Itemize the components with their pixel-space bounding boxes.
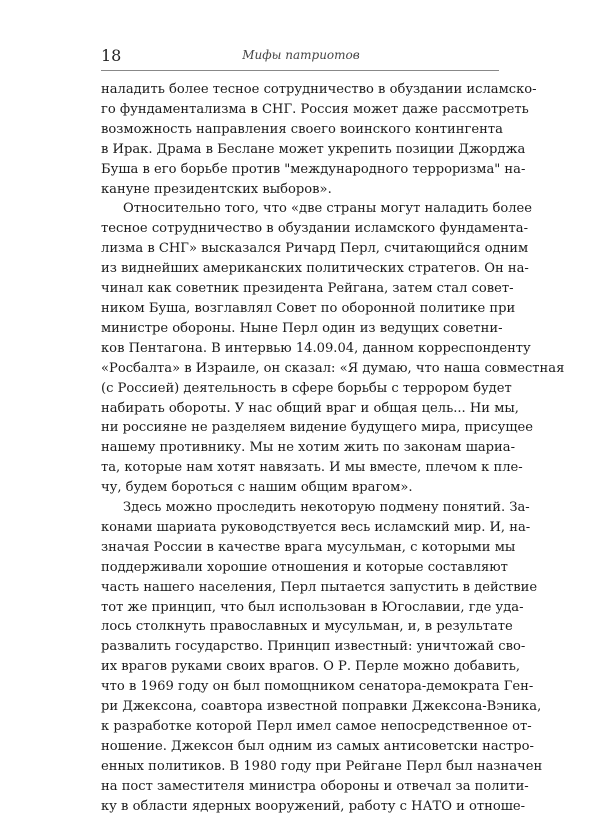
text-line: в Ирак. Драма в Беслане может укрепить позиции Джорджа bbox=[101, 141, 526, 157]
text-line: часть нашего населения, Перл пытается запустить в действие bbox=[101, 579, 538, 595]
text-line: к разработке которой Перл имел самое непосредственное от- bbox=[101, 719, 532, 734]
text-line: их врагов руками своих врагов. О Р. Перле можно добавить, bbox=[101, 659, 521, 675]
text-line: го фундаментализма в СНГ. Россия может даже рассмотреть bbox=[101, 101, 529, 117]
paragraph bbox=[101, 199, 565, 498]
text-line: Относительно того, что «две страны могут наладить более bbox=[123, 201, 533, 217]
text-line: наладить более тесное сотрудничество в обуздании исламско- bbox=[101, 82, 537, 97]
text-line: Буша в его борьбе против "международного терроризма" на- bbox=[101, 161, 526, 177]
body-text bbox=[101, 80, 565, 817]
header-rule bbox=[101, 70, 499, 71]
paragraph bbox=[101, 80, 537, 199]
text-line: ником Буша, возглавлял Совет по оборонной политике при bbox=[101, 300, 516, 316]
text-line: на пост заместителя министра обороны и отвечал за полити- bbox=[101, 778, 529, 794]
running-title: Мифы патриотов bbox=[242, 48, 360, 62]
text-line: возможность направления своего воинского контингента bbox=[101, 121, 503, 137]
text-line: лось столкнуть православных и мусульман, и, в результате bbox=[101, 619, 513, 635]
text-line: та, которые нам хотят навязать. И мы вместе, плечом к пле- bbox=[101, 460, 523, 476]
text-line: ков Пентагона. В интервью 14.09.04, данном корреспонденту bbox=[101, 340, 531, 356]
text-line: развалить государство. Принцип известный: уничтожай сво- bbox=[101, 639, 526, 655]
text-line: из виднейших американских политических стратегов. Он на- bbox=[101, 261, 529, 277]
paragraph bbox=[101, 498, 543, 817]
text-line: поддерживали хорошие отношения и которые составляют bbox=[101, 559, 508, 575]
text-line: чинал как советник президента Рейгана, затем стал совет- bbox=[101, 281, 514, 297]
page-number: 18 bbox=[101, 46, 122, 65]
text-line: набирать обороты. У нас общий враг и общая цель... Ни мы, bbox=[101, 400, 519, 416]
text-line: нашему противнику. Мы не хотим жить по законам шариа- bbox=[101, 440, 516, 456]
text-line: тот же принцип, что был использован в Югославии, где уда- bbox=[101, 599, 524, 615]
text-line: что в 1969 году он был помощником сенатора-демократа Ген- bbox=[101, 679, 534, 695]
text-line: министре обороны. Ныне Перл один из ведущих советни- bbox=[101, 320, 503, 336]
text-line: кануне президентских выборов». bbox=[101, 181, 332, 197]
text-line: ри Джексона, соавтора известной поправки Джексона-Вэника, bbox=[101, 699, 542, 715]
text-line: лизма в СНГ» высказался Ричард Перл, считающийся одним bbox=[101, 241, 529, 257]
text-line: ку в области ядерных вооружений, работу с НАТО и отноше- bbox=[101, 798, 526, 814]
text-line: чу, будем бороться с нашим общим врагом». bbox=[101, 480, 413, 496]
text-line: ни россияне не разделяем видение будущего мира, присущее bbox=[101, 420, 534, 436]
text-line: енных политиков. В 1980 году при Рейгане Перл был назначен bbox=[101, 758, 543, 774]
text-line: «Росбалта» в Израиле, он сказал: «Я думаю, что наша совместная bbox=[101, 360, 565, 376]
text-line: (с Россией) деятельность в сфере борьбы с террором будет bbox=[101, 380, 512, 396]
text-line: Здесь можно проследить некоторую подмену понятий. За- bbox=[123, 500, 530, 516]
text-line: тесное сотрудничество в обуздании исламского фундамента- bbox=[101, 221, 529, 237]
text-line: конами шариата руководствуется весь исламский мир. И, на- bbox=[101, 519, 531, 535]
text-line: значая России в качестве врага мусульман, с которыми мы bbox=[101, 539, 516, 555]
text-line: ношение. Джексон был одним из самых антисоветски настро- bbox=[101, 738, 534, 754]
